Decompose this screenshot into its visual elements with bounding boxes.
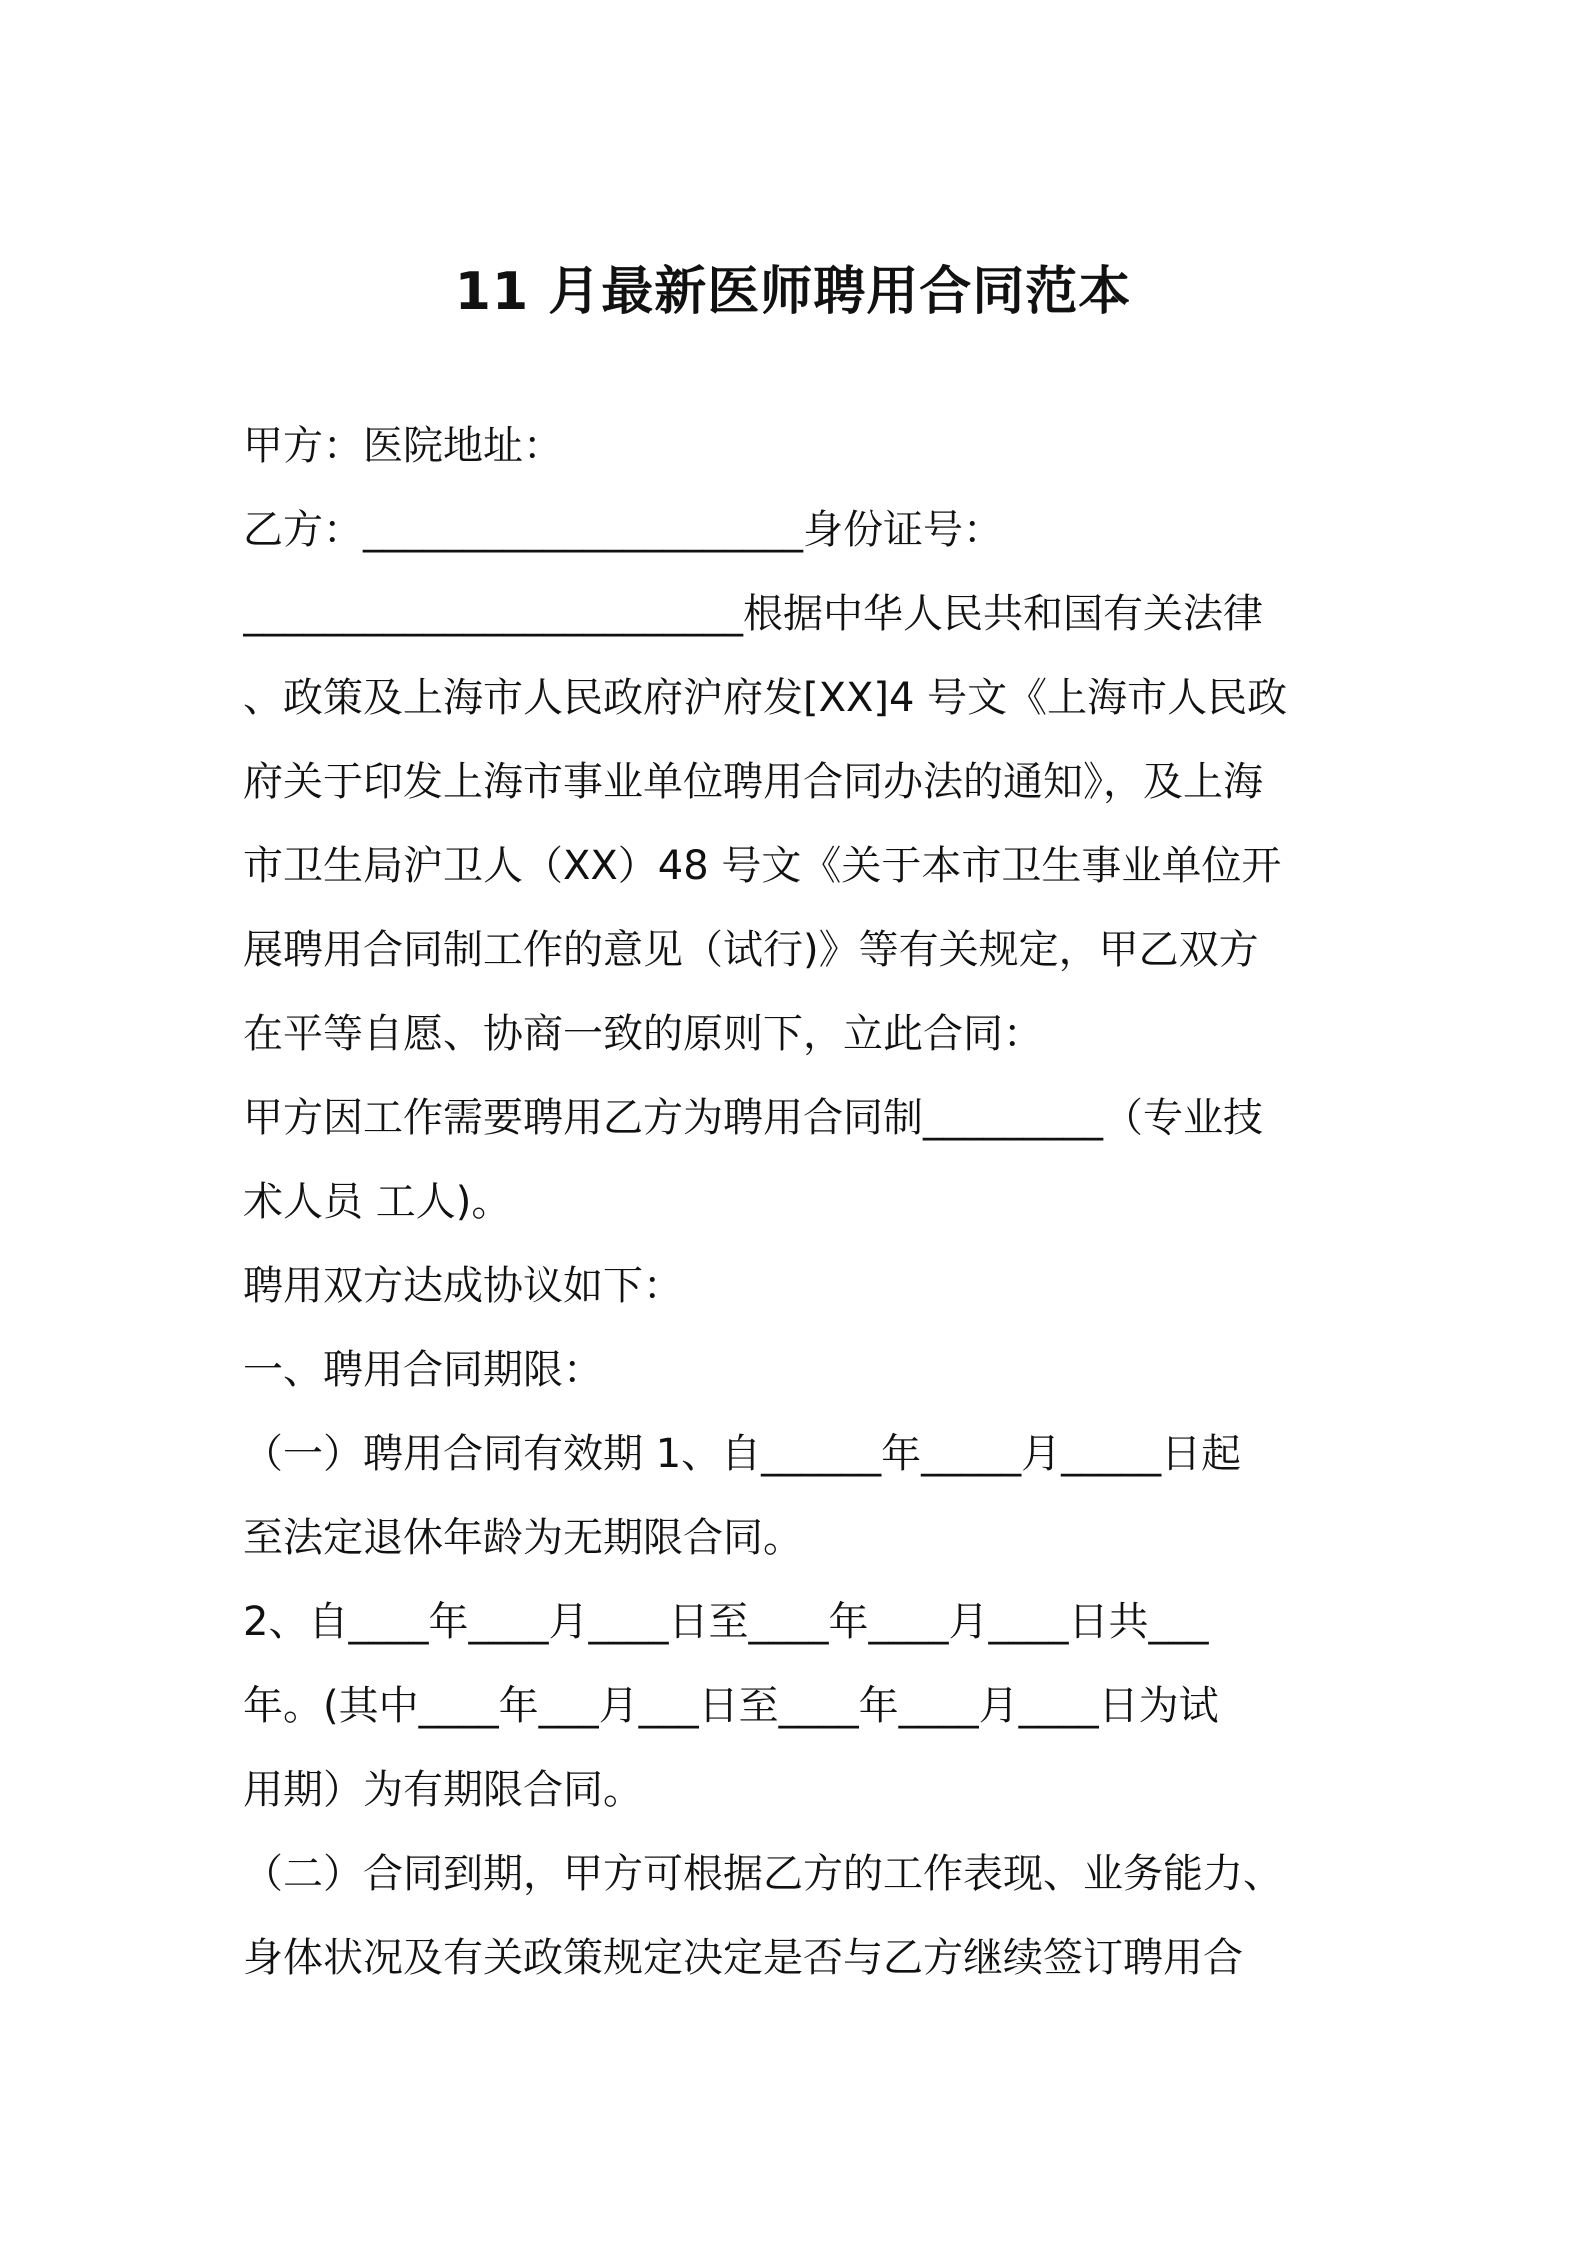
document-body (243, 404, 1355, 2000)
clause-line: （一）聘用合同有效期 1、自______年_____月_____日起 (243, 1431, 1242, 1477)
paragraph-line: 、政策及上海市人民政府沪府发[XX]4 号文《上海市人民政 (243, 675, 1288, 721)
clause-line: 2、自____年____月____日至____年____月____日共___ (243, 1599, 1209, 1645)
paragraph-line: 术人员 工人)。 (243, 1179, 512, 1225)
agreement-intro: 聘用双方达成协议如下： (243, 1263, 683, 1309)
clause-line: 年。(其中____年___月___日至____年____月____日为试 (243, 1683, 1219, 1729)
clause-line: （二）合同到期，甲方可根据乙方的工作表现、业务能力、 (243, 1851, 1283, 1897)
paragraph-line: 甲方因工作需要聘用乙方为聘用合同制_________（专业技 (243, 1095, 1263, 1141)
party-a-line: 甲方：医院地址： (243, 423, 563, 469)
paragraph-line: 展聘用合同制工作的意见（试行)》等有关规定，甲乙双方 (243, 927, 1259, 973)
paragraph-line: 在平等自愿、协商一致的原则下，立此合同： (243, 1011, 1043, 1057)
clause-line: 用期）为有期限合同。 (243, 1767, 643, 1813)
paragraph-line: 市卫生局沪卫人（XX）48 号文《关于本市卫生事业单位开 (243, 843, 1282, 889)
paragraph-line: 府关于印发上海市事业单位聘用合同办法的通知》，及上海 (243, 759, 1263, 805)
party-b-line: 乙方：______________________身份证号： (243, 507, 1003, 553)
document-title: 11 月最新医师聘用合同范本 (454, 262, 1132, 322)
section-heading: 一、聘用合同期限： (243, 1347, 603, 1393)
clause-line: 至法定退休年龄为无期限合同。 (243, 1515, 803, 1561)
id-number-line: _________________________根据中华人民共和国有关法律 (243, 591, 1263, 637)
clause-line: 身体状况及有关政策规定决定是否与乙方继续签订聘用合 (243, 1935, 1243, 1981)
